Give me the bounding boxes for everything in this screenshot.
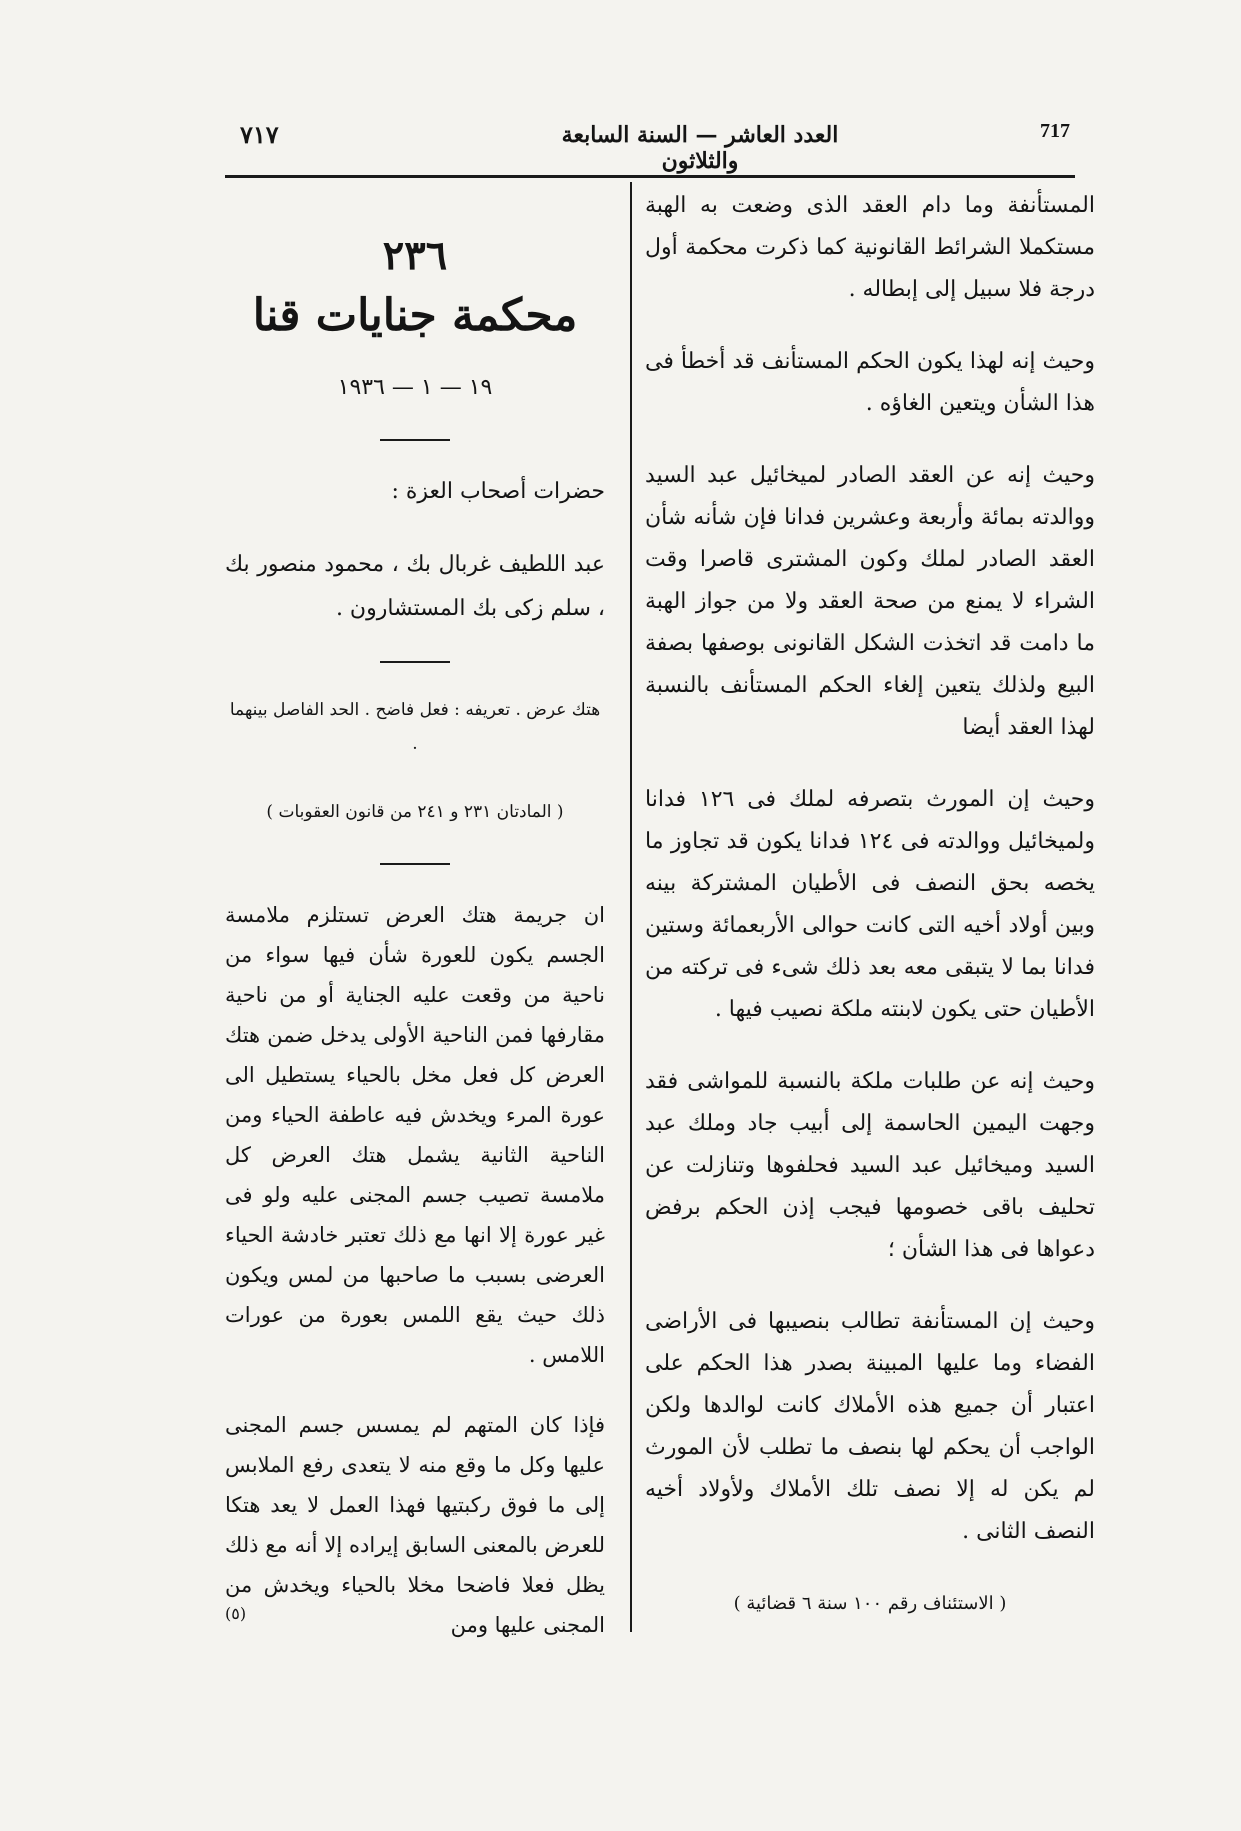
case-reference: ( الاستئناف رقم ١٠٠ سنة ٦ قضائية ) — [733, 1593, 1007, 1614]
header-rule — [225, 175, 1075, 178]
divider — [380, 661, 450, 663]
page-header — [220, 110, 1100, 174]
court-name: محكمة جنايات قنا — [252, 290, 578, 341]
judges-names: عبد اللطيف غربال بك ، محمود منصور بك ، سلم زكى بك المستشارون . — [225, 552, 605, 621]
paragraph: وحيث إن المستأنفة تطالب بنصيبها فى الأراضى الفضاء وما عليها المبينة بصدر هذا الحكم على اعتبار أن جميع هذه الأملاك كانت لوالدها ولكن الواجب أن يحكم لها بنصف ما تطلب لأن المورث لم يكن له إلا نصف تلك الأملاك ولأولاد أخيه النصف الثانى . — [645, 1309, 1095, 1544]
column-divider — [630, 182, 632, 1632]
paragraph: فإذا كان المتهم لم يمسس جسم المجنى عليها وكل ما وقع منه لا يتعدى رفع الملابس إلى ما فوق ركبتيها فهذا العمل لا يعد هتكا للعرض بالمعنى السابق إيراده إلا أنه مع ذلك يظل فعلا فاضحا مخلا بالحياء ويخدش من المجنى عليها ومن — [225, 1413, 605, 1637]
right-column — [645, 185, 1095, 1625]
case-summary: هتك عرض . تعريفه : فعل فاضح . الحد الفاصل بينهما . — [229, 700, 601, 754]
paragraph: المستأنفة وما دام العقد الذى وضعت به الهبة مستكملا الشرائط القانونية كما ذكرت محكمة أول درجة فلا سبيل إلى إبطاله . — [645, 193, 1095, 302]
case-number: ٢٣٦ — [382, 232, 448, 279]
law-articles: ( المادتان ٢٣١ و ٢٤١ من قانون العقوبات ) — [266, 802, 564, 822]
divider — [380, 863, 450, 865]
paragraph: وحيث إنه عن العقد الصادر لميخائيل عبد السيد ووالدته بمائة وأربعة وعشرين فدانا فإن شأنه شأن العقد الصادر لملك وكون المشترى قاصرا وقت الشراء لا يمنع من صحة العقد ولا من جواز الهبة ما دامت قد اتخذت الشكل القانونى بوصفها بصفة البيع ولذلك يتعين إلغاء الحكم المستأنف بالنسبة لهذا العقد أيضا — [645, 463, 1095, 740]
paragraph: وحيث إنه لهذا يكون الحكم المستأنف قد أخطأ فى هذا الشأن ويتعين الغاؤه . — [645, 349, 1095, 416]
divider — [380, 439, 450, 441]
paragraph: وحيث إنه عن طلبات ملكة بالنسبة للمواشى فقد وجهت اليمين الحاسمة إلى أبيب جاد وملك عبد السيد وميخائيل عبد السيد فحلفوها وتنازلت عن تحليف باقى خصومها فيجب إذن الحكم برفض دعواها فى هذا الشأن ؛ — [645, 1069, 1095, 1262]
judgment-date: ١٩ — ١ — ١٩٣٦ — [337, 375, 493, 400]
paragraph: وحيث إن المورث بتصرفه لملك فى ١٢٦ فدانا ولميخائيل ووالدته فى ١٢٤ فدانا يكون قد تجاوز ما يخصه بحق النصف فى الأطيان المشتركة بينه وبين أولاد أخيه التى كانت حوالى الأربعمائة وستين فدانا بما لا يتبقى معه بعد ذلك شىء فى تركته من الأطيان حتى يكون لابنته ملكة نصيب فيها . — [645, 787, 1095, 1022]
page-number-arabic: ٧١٧ — [240, 120, 279, 149]
signature-number: (٥) — [225, 1604, 247, 1623]
page-number-latin: 717 — [1040, 120, 1070, 142]
left-column — [225, 185, 605, 1675]
paragraph: ان جريمة هتك العرض تستلزم ملامسة الجسم يكون للعورة شأن فيها سواء من ناحية من وقعت عليه الجناية أو من ناحية مقارفها فمن الناحية الأولى يدخل ضمن هتك العرض كل فعل مخل بالحياء يستطيل الى عورة المرء ويخدش فيه عاطفة الحياء ومن الناحية الثانية يشمل هتك العرض كل ملامسة تصيب جسم المجنى عليه ولو فى غير عورة إلا انها مع ذلك تعتبر خادشة الحياء العرضى بسبب ما صاحبها من لمس ويكون ذلك حيث يقع اللمس بعورة من عورات اللامس . — [225, 903, 605, 1367]
running-title: العدد العاشر — السنة السابعة والثلاثون — [561, 122, 839, 174]
judges-title: حضرات أصحاب العزة : — [391, 479, 605, 504]
